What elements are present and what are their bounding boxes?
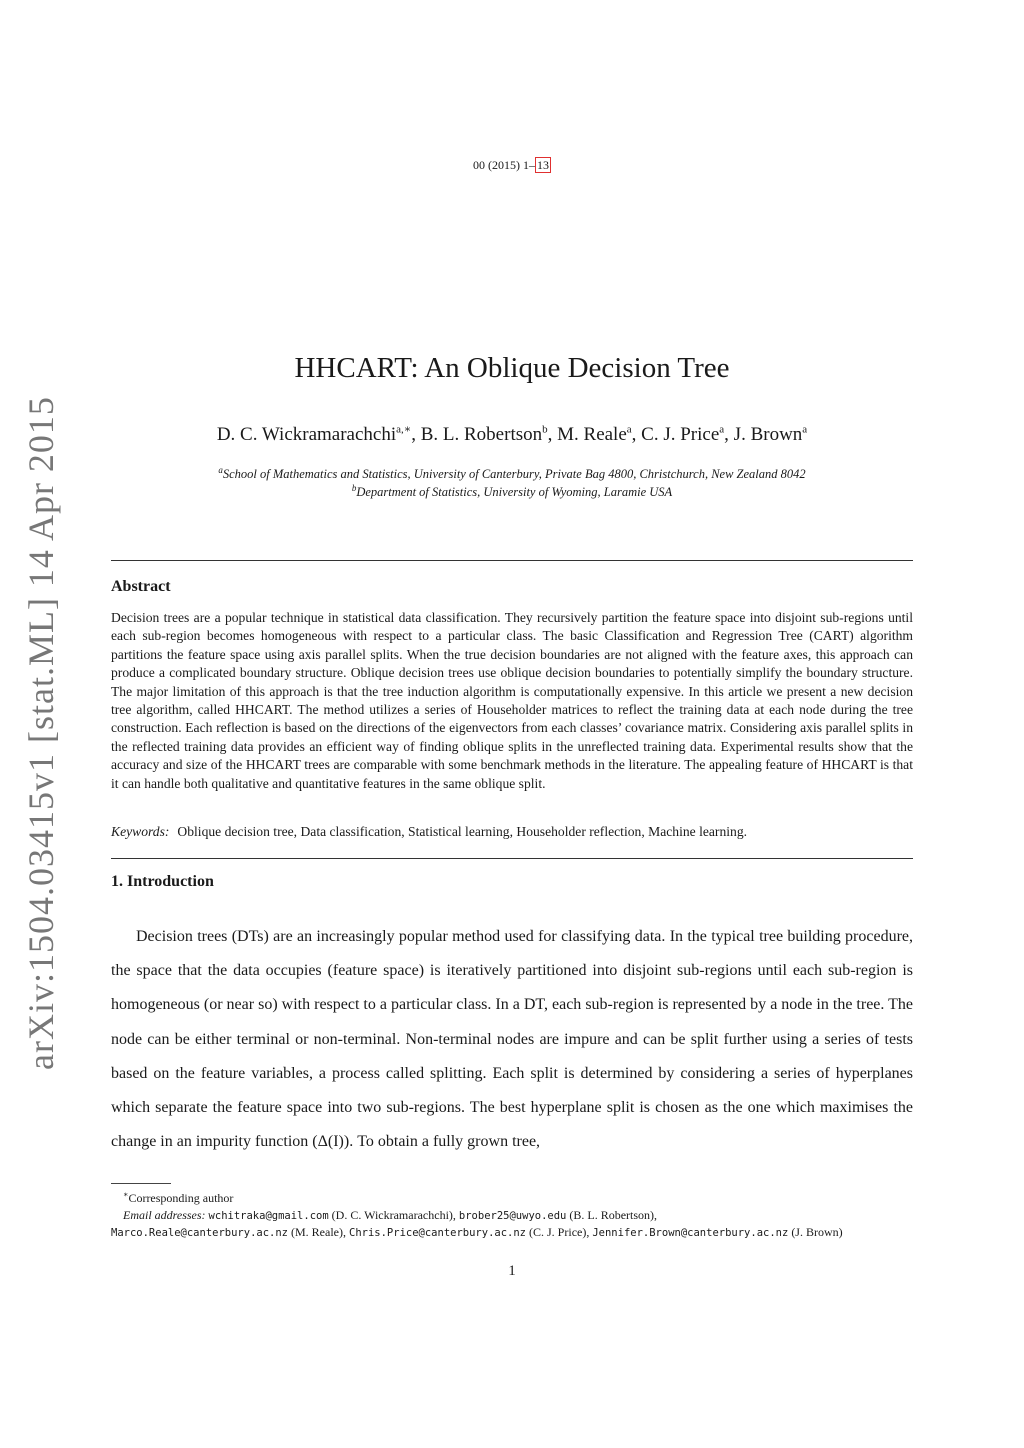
email-label: Email addresses: [123, 1207, 206, 1222]
corresponding-author-note [111, 1187, 913, 1207]
journal-reference-prefix: 00 (2015) 1– [473, 158, 535, 172]
affiliation-text: School of Mathematics and Statistics, University of Canterbury, Private Bag 4800, Christchurch, New Zealand 8042 [222, 467, 806, 481]
divider [111, 560, 913, 561]
affiliation-text: Department of Statistics, University of Wyoming, Laramie USA [356, 485, 673, 499]
email-owner: (J. Brown) [788, 1225, 843, 1239]
journal-reference [0, 158, 1024, 173]
author-name: M. Reale [557, 424, 627, 445]
divider [111, 858, 913, 859]
arxiv-identifier-stamp: arXiv:1504.03415v1 [stat.ML] 14 Apr 2015 [21, 396, 61, 1070]
email-addresses-note [111, 1207, 913, 1225]
email-link[interactable]: Jennifer.Brown@canterbury.ac.nz [592, 1227, 789, 1239]
email-owner: (B. L. Robertson), [566, 1207, 658, 1222]
introduction-text: Decision trees (DTs) are an increasingly popular method used for classifying data. In the typical tree building procedure, the space that the data occupies (feature space) is iteratively partitioned into disjoint sub-regions until each sub-region is homogeneous (or near so) with respect to a particular class. In a DT, each sub-region is represented by a node in the tree. The node can be either terminal or non-terminal. Non-terminal nodes are impure and can be split further using a series of tests based on the feature variables, a process called splitting. Each split is determined by considering a series of hyperplanes which separate the feature space into two sub-regions. The best hyperplane split is chosen as the one which maximises the change in an impurity function (Δ(I)). To obtain a fully grown tree, [111, 928, 913, 1151]
affiliation-mark: b [351, 482, 357, 493]
keywords [111, 824, 913, 840]
abstract-text: Decision trees are a popular technique in statistical data classification. They recursively partition the feature space into disjoint sub-regions until each sub-region becomes homogeneous with respect to a particular class. The basic Classification and Regression Tree (CART) algorithm partitions the feature space using axis parallel splits. When the true decision boundaries are not aligned with the feature axes, this approach can produce a complicated boundary structure. Oblique decision trees use oblique decision boundaries to potentially simplify the boundary structure. The major limitation of this approach is that the tree induction algorithm is computationally expensive. In this article we present a new decision tree algorithm, called HHCART. The method utilizes a series of Householder matrices to reflect the training data at each node during the tree construction. Each reflection is based on the directions of the eigenvectors from each classes’ covariance matrix. Considering axis parallel splits in the reflected training data provides an efficient way of finding oblique splits in the unreflected training data. Experimental results show that the accuracy and size of the HHCART trees are comparable with some benchmark methods in the literature. The appealing feature of HHCART is that it can handle both qualitative and quantitative features in the same oblique split. [111, 610, 913, 791]
abstract-heading: Abstract [111, 578, 171, 595]
author-affiliation-mark: a,∗ [396, 423, 412, 436]
email-link[interactable]: Marco.Reale@canterbury.ac.nz [111, 1227, 289, 1239]
keywords-label: Keywords: [111, 824, 170, 839]
author-name: B. L. Robertson [420, 424, 543, 445]
footnote-divider [111, 1183, 171, 1184]
author-name: J. Brown [733, 424, 803, 445]
email-owner: (D. C. Wickramarachchi), [328, 1207, 459, 1222]
email-link[interactable]: brober25@uwyo.edu [458, 1209, 567, 1222]
keywords-text: Oblique decision tree, Data classification, Statistical learning, Householder reflection, Machine learning. [177, 824, 748, 839]
section-heading: 1. Introduction [111, 873, 214, 890]
email-link[interactable]: wchitraka@gmail.com [208, 1209, 329, 1222]
affiliation [0, 482, 1024, 500]
email-addresses-continued [111, 1224, 913, 1242]
page-number: 1 [508, 1263, 516, 1279]
author-name: D. C. Wickramarachchi [216, 424, 397, 445]
footnote-text: Corresponding author [128, 1191, 234, 1205]
footnotes [111, 1187, 913, 1242]
email-owner: (C. J. Price), [526, 1225, 593, 1239]
last-page-link[interactable]: 13 [537, 158, 549, 172]
author-affiliation-mark: b [542, 423, 548, 436]
author-affiliation-mark: a [626, 423, 632, 436]
author-affiliation-mark: a [719, 423, 725, 436]
affiliation-mark: a [218, 464, 223, 475]
affiliation [0, 464, 1024, 482]
footnote-mark: ∗ [123, 1190, 129, 1199]
author-affiliation-mark: a [802, 423, 808, 436]
author-name: C. J. Price [641, 424, 720, 445]
email-link[interactable]: Chris.Price@canterbury.ac.nz [349, 1227, 527, 1239]
paper-title: HHCART: An Oblique Decision Tree [294, 352, 730, 384]
email-owner: (M. Reale), [288, 1225, 349, 1239]
author-list: D. C. Wickramarachchi$^{a,∗}$, B. L. Robertson$^b$, M. Reale$^a$, C. J. Price$^a$, J. Brown$^a$ [216, 423, 808, 445]
